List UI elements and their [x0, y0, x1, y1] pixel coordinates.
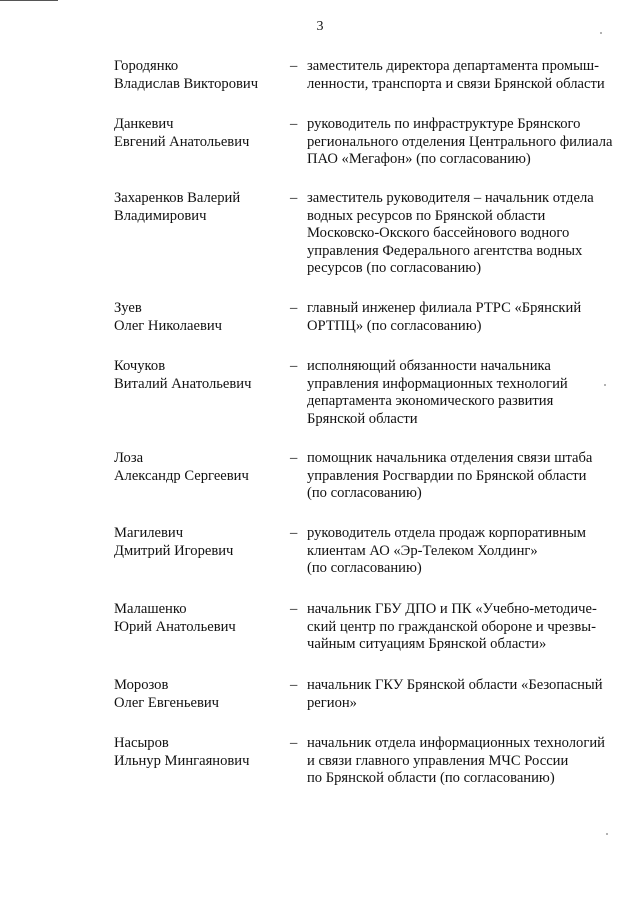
member-entry [114, 58, 625, 93]
member-role-line: ОРТПЦ» (по согласованию) [307, 317, 482, 334]
entry-dash: – [290, 58, 298, 74]
member-role-line: регион» [307, 694, 357, 711]
member-entry [114, 525, 625, 578]
member-name-line: Олег Евгеньевич [114, 694, 219, 711]
member-entry [114, 450, 625, 503]
member-name-line: Владимирович [114, 207, 207, 224]
member-role-line: руководитель отдела продаж корпоративным [307, 525, 586, 541]
member-name [114, 58, 290, 93]
member-name-line: Александр Сергеевич [114, 467, 249, 484]
member-entry [114, 190, 625, 278]
member-role [307, 735, 625, 788]
member-name-line: Евгений Анатольевич [114, 133, 250, 150]
member-name [114, 116, 290, 169]
entry-dash: – [290, 358, 298, 374]
member-name-line: Виталий Анатольевич [114, 375, 252, 392]
member-name [114, 525, 290, 578]
member-role-line: (по согласованию) [307, 485, 422, 502]
scan-speck [606, 833, 608, 835]
member-role-line: ленности, транспорта и связи Брянской области [307, 75, 605, 92]
member-name [114, 300, 290, 335]
member-role-line: руководитель по инфраструктуре Брянского [307, 116, 581, 132]
member-name [114, 677, 290, 712]
member-name-line: Кочуков [114, 358, 166, 374]
member-role-line: заместитель руководителя – начальник отдела [307, 190, 594, 206]
member-role-line: клиентам АО «Эр-Телеком Холдинг» [307, 542, 538, 559]
member-role-line: по Брянской области (по согласованию) [307, 770, 555, 787]
member-role-line: (по согласованию) [307, 560, 422, 577]
member-role-line: ресурсов (по согласованию) [307, 260, 482, 277]
member-name [114, 735, 290, 788]
member-role [307, 190, 625, 278]
page-number: 3 [316, 19, 324, 34]
member-role-line: Брянской области [307, 410, 418, 427]
member-role-line: департамента экономического развития [307, 393, 554, 410]
entry-dash: – [290, 601, 298, 617]
scan-speck [604, 384, 606, 386]
member-role-line: начальник ГБУ ДПО и ПК «Учебно-методиче- [307, 601, 597, 617]
member-name-line: Зуев [114, 300, 142, 316]
entry-dash: – [290, 190, 298, 206]
member-role-line: начальник ГКУ Брянской области «Безопасный [307, 677, 603, 693]
member-role-line: ский центр по гражданской обороне и чрезвы- [307, 618, 596, 635]
member-name-line: Ильнур Мингаянович [114, 752, 250, 769]
member-name-line: Магилевич [114, 525, 184, 541]
member-name-line: Данкевич [114, 116, 174, 132]
member-name [114, 450, 290, 503]
member-name-line: Юрий Анатольевич [114, 618, 236, 635]
member-role [307, 525, 625, 578]
member-name-line: Насыров [114, 735, 169, 751]
member-entry [114, 358, 625, 428]
member-name-line: Морозов [114, 677, 169, 693]
member-name [114, 358, 290, 428]
member-role [307, 58, 625, 93]
member-role-line: управления информационных технологий [307, 375, 568, 392]
member-role-line: регионального отделения Центрального филиала [307, 133, 613, 150]
top-edge-rule [0, 0, 58, 1]
member-entry [114, 677, 625, 712]
member-name-line: Олег Николаевич [114, 317, 223, 334]
member-name [114, 190, 290, 278]
member-role [307, 450, 625, 503]
entry-dash: – [290, 735, 298, 751]
member-role [307, 358, 625, 428]
member-role [307, 116, 625, 169]
member-role-line: Московско-Окского бассейнового водного [307, 225, 570, 242]
member-role-line: исполняющий обязанности начальника [307, 358, 551, 374]
member-entry [114, 601, 625, 654]
member-name-line: Владислав Викторович [114, 75, 259, 92]
member-role-line: управления Федерального агентства водных [307, 242, 583, 259]
entry-dash: – [290, 300, 298, 316]
member-entry [114, 735, 625, 788]
member-entry [114, 116, 625, 169]
entry-dash: – [290, 677, 298, 693]
member-role-line: главный инженер филиала РТРС «Брянский [307, 300, 582, 316]
member-role-line: и связи главного управления МЧС России [307, 752, 569, 769]
member-role-line: помощник начальника отделения связи штаба [307, 450, 593, 466]
member-role-line: ПАО «Мегафон» (по согласованию) [307, 151, 531, 168]
member-role-line: водных ресурсов по Брянской области [307, 207, 546, 224]
entry-dash: – [290, 525, 298, 541]
scan-speck [600, 32, 602, 34]
member-role-line: управления Росгвардии по Брянской области [307, 467, 587, 484]
member-role-line: чайным ситуациям Брянской области» [307, 636, 547, 653]
member-role [307, 677, 625, 712]
member-role [307, 601, 625, 654]
member-name-line: Городянко [114, 58, 179, 74]
entry-dash: – [290, 116, 298, 132]
member-entry [114, 300, 625, 335]
member-name-line: Лоза [114, 450, 144, 466]
member-role [307, 300, 625, 335]
member-name-line: Захаренков Валерий [114, 190, 241, 206]
member-name [114, 601, 290, 654]
member-name-line: Малашенко [114, 601, 187, 617]
entry-dash: – [290, 450, 298, 466]
member-role-line: начальник отдела информационных технологий [307, 735, 605, 751]
member-role-line: заместитель директора департамента промыш- [307, 58, 600, 74]
member-name-line: Дмитрий Игоревич [114, 542, 234, 559]
